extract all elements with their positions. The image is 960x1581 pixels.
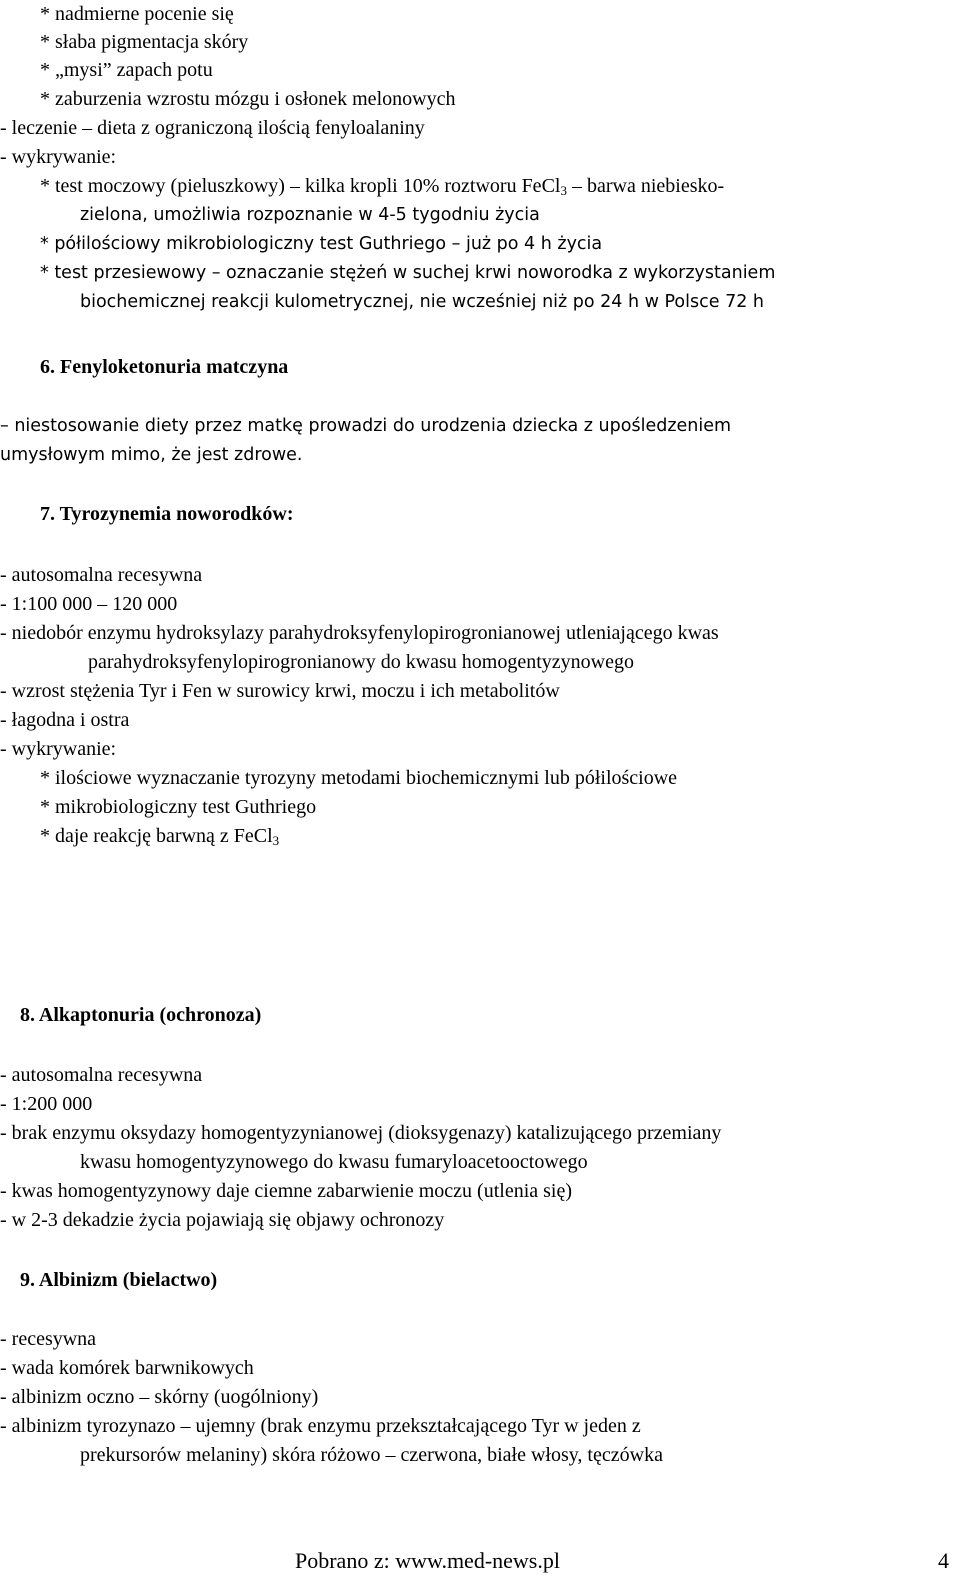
list-item: - albinizm tyrozynazo – ujemny (brak enzymu przekształcającego Tyr w jeden z [0,1415,641,1437]
list-item: - kwas homogentyzynowy daje ciemne zabarwienie moczu (utlenia się) [0,1180,573,1202]
page-number: 4 [938,1548,949,1573]
list-item: - wada komórek barwnikowych [0,1357,254,1379]
list-item: - 1:100 000 – 120 000 [0,593,178,615]
paragraph-line: umysłowym mimo, że jest zdrowe. [0,445,303,465]
list-item: * nadmierne pocenie się [40,3,234,25]
text-run: * test moczowy (pieluszkowy) – kilka kropli 10% roztworu FeCl [40,175,561,197]
list-item [40,172,724,200]
list-item: biochemicznej reakcji kulometrycznej, nie wcześniej niż po 24 h w Polsce 72 h [80,292,764,312]
section-heading: 8. Alkaptonuria (ochronoza) [20,1004,262,1026]
list-item: kwasu homogentyzynowego do kwasu fumaryloacetooctowego [80,1151,588,1173]
subscript: 3 [272,833,280,848]
list-item: - recesywna [0,1328,97,1350]
list-item: - leczenie – dieta z ograniczoną ilością fenyloalaniny [0,117,425,139]
list-item: * słaba pigmentacja skóry [40,31,249,53]
paragraph-line: – niestosowanie diety przez matkę prowadzi do urodzenia dziecka z upośledzeniem [0,416,732,436]
list-item: - w 2-3 dekadzie życia pojawiają się objawy ochronozy [0,1209,445,1231]
list-item: - brak enzymu oksydazy homogentyzynianowej (dioksygenazy) katalizującego przemiany [0,1122,722,1144]
list-item: zielona, umożliwia rozpoznanie w 4-5 tygodniu życia [80,205,540,225]
list-item: - autosomalna recesywna [0,1064,203,1086]
list-item: - albinizm oczno – skórny (uogólniony) [0,1386,319,1408]
list-item: parahydroksyfenylopirogronianowy do kwasu homogentyzynowego [88,651,634,673]
list-item: * zaburzenia wzrostu mózgu i osłonek melonowych [40,88,456,110]
list-item: * „mysi” zapach potu [40,59,213,81]
list-item: * ilościowe wyznaczanie tyrozyny metodami biochemicznymi lub półilościowe [40,767,678,789]
text-run: * daje reakcję barwną z FeCl [40,825,273,847]
footer-source: Pobrano z: www.med-news.pl [295,1548,560,1573]
list-item: prekursorów melaniny) skóra różowo – czerwona, białe włosy, tęczówka [80,1444,663,1466]
list-item: - autosomalna recesywna [0,564,203,586]
list-item: - 1:200 000 [0,1093,93,1115]
list-item: - łagodna i ostra [0,709,130,731]
list-item [40,822,279,850]
list-item: - wzrost stężenia Tyr i Fen w surowicy krwi, moczu i ich metabolitów [0,680,560,702]
section-heading: 6. Fenyloketonuria matczyna [40,356,289,378]
subscript: 3 [560,183,567,198]
list-item: * test przesiewowy – oznaczanie stężeń w suchej krwi noworodka z wykorzystaniem [40,263,776,283]
list-item: - wykrywanie: [0,738,117,760]
section-heading: 7. Tyrozynemia noworodków: [40,503,294,525]
list-item: * mikrobiologiczny test Guthriego [40,796,317,818]
list-item: - niedobór enzymu hydroksylazy parahydroksyfenylopirogronianowej utleniającego kwas [0,622,719,644]
section-heading: 9. Albinizm (bielactwo) [20,1269,218,1291]
text-run: – barwa niebiesko- [566,175,725,197]
list-item: * półilościowy mikrobiologiczny test Guthriego – już po 4 h życia [40,234,603,254]
list-item: - wykrywanie: [0,146,117,168]
